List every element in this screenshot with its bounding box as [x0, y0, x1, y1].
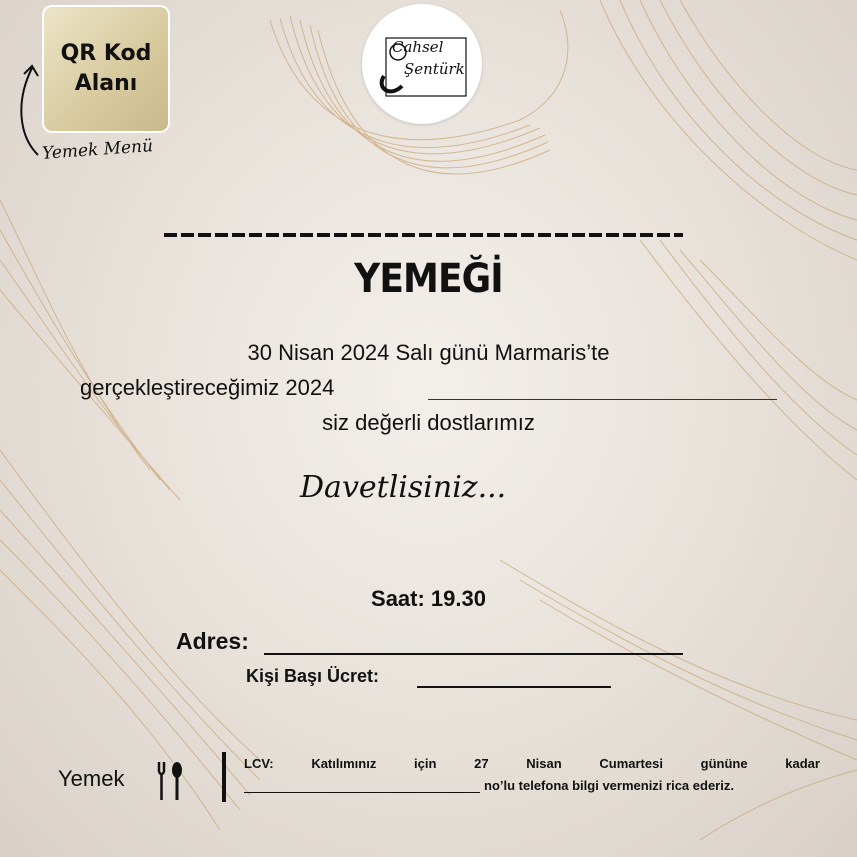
event-time: Saat: 19.30	[371, 586, 486, 611]
name-placeholder-dashes	[164, 230, 683, 240]
qr-label-line1: QR Kod	[60, 41, 152, 66]
logo-text-line2: Şentürk	[404, 60, 465, 78]
lcv-word: gününe	[700, 756, 748, 771]
qr-code-area	[42, 5, 170, 133]
event-title: YEMEĞİ	[354, 256, 503, 302]
price-label: Kişi Başı Ücret:	[246, 666, 380, 686]
lcv-word: için	[414, 756, 437, 771]
lcv-line1	[244, 756, 820, 771]
body-line2: gerçekleştireceğimiz 2024	[80, 375, 335, 400]
lcv-line2: no’lu telefona bilgi vermenizi rica ederiz.	[484, 778, 734, 793]
address-label: Adres:	[176, 628, 249, 654]
body-line2-blank	[428, 399, 777, 400]
lcv-word: 27	[474, 756, 489, 771]
price-blank	[417, 686, 611, 688]
lcv-word: Nisan	[526, 756, 562, 771]
lcv-word: LCV:	[244, 756, 274, 771]
lcv-word: kadar	[785, 756, 820, 771]
phone-blank	[244, 792, 480, 793]
footer-yemek: Yemek	[58, 766, 125, 791]
lcv-word: Katılımınız	[311, 756, 377, 771]
fork-spoon-icon	[155, 760, 185, 802]
address-blank	[264, 653, 683, 655]
qr-label-line2: Alanı	[74, 71, 138, 96]
body-line1: 30 Nisan 2024 Salı günü Marmaris’te	[247, 340, 610, 365]
script-invitation: Davetlisiniz...	[300, 470, 507, 505]
lcv-word: Cumartesi	[599, 756, 663, 771]
body-line3: siz değerli dostlarımız	[322, 410, 535, 435]
logo-text-line1: Cahsel	[392, 38, 444, 56]
qr-caption: Yemek Menü	[41, 136, 154, 164]
footer-divider	[222, 752, 226, 802]
